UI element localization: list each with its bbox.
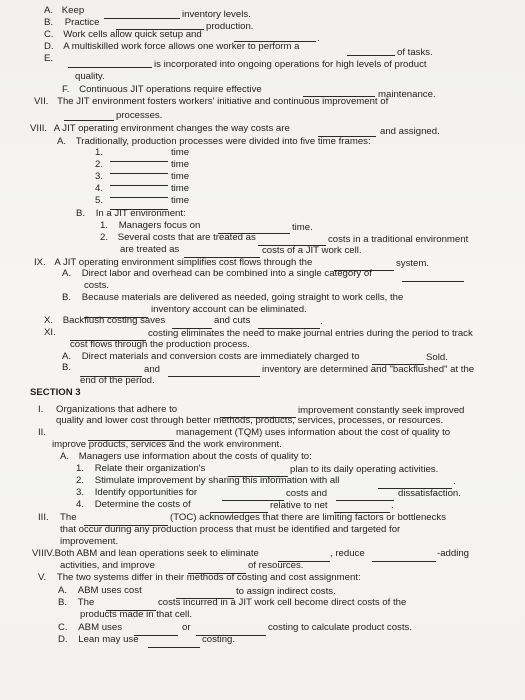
text: improvement. [60,536,119,547]
text: The [60,512,77,523]
text: costs of a JIT work cell. [262,245,362,256]
item-viii [30,123,290,134]
marker: B. [76,208,86,219]
item-viii-b2 [100,232,256,243]
text: . [320,316,323,327]
marker: B. [62,292,72,303]
text: Several costs that are treated as [117,232,256,243]
marker: 2. [76,475,85,486]
text: Both ABM and lean operations seek to eliminate [54,548,259,559]
text: improve products, services and the work environment. [52,439,282,450]
text: of tasks. [397,47,433,58]
text: Backflush costing saves [62,315,166,326]
item-a-keep [44,5,84,16]
marker: XI. [44,327,56,338]
text: . [391,500,394,511]
answer-blank[interactable] [372,553,436,565]
marker: A. [57,136,67,147]
text: The JIT environment fosters workers' initiative and continuous improvement of [57,96,389,107]
text: Direct labor and overhead can be combined into a single category of [81,268,372,279]
marker: B. [44,17,54,28]
text: costs and [286,488,328,499]
answer-blank[interactable] [110,189,168,201]
text: Traditionally, production processes were divided into five time frames: [75,136,371,147]
text: or [182,622,191,633]
text: cost flows through the production process. [70,339,250,350]
text: maintenance. [378,89,436,100]
item-ii-a2 [76,475,339,486]
marker: VIII. [30,123,48,134]
text: costing. [202,634,236,645]
text: Managers use information about the costs of quality to: [78,451,312,462]
answer-blank[interactable] [110,177,168,189]
marker: 2. [100,232,109,243]
text: inventory levels. [182,9,251,20]
text: production. [206,21,254,32]
text: Relate their organization's [94,463,206,474]
text: In a JIT environment: [95,208,186,219]
item-f-continuous [62,84,262,95]
text: time [171,147,190,158]
text: time [171,183,190,194]
text: time [171,171,190,182]
marker: A. [44,5,54,16]
marker: 3. [95,171,104,182]
text: . [453,476,456,487]
text: costing eliminates the need to make journal entries during the period to track [148,328,473,339]
marker: 5. [95,195,104,206]
text: end of the period. [80,375,155,386]
answer-blank[interactable] [336,492,394,504]
text: The [77,597,95,608]
marker: 1. [95,147,104,158]
marker: 1. [76,463,85,474]
item-x [44,315,165,326]
text: processes. [116,110,163,121]
text: Continuous JIT operations require effective [79,84,262,95]
text: are treated as [120,244,180,255]
item-b-practice [44,17,99,28]
item-ix-b [62,292,403,303]
text: Identify opportunities for [94,487,198,498]
text: and cuts [214,315,251,326]
item-ii-a4 [76,499,191,510]
text: that occur during any production process that must be identified and targeted for [60,524,401,535]
answer-blank[interactable] [148,639,200,651]
marker: X. [44,315,54,326]
text: Keep [61,5,85,16]
item-ix [34,257,312,268]
marker: E. [44,53,54,64]
answer-blank[interactable] [110,153,168,165]
marker: I. [38,404,44,415]
section-3-heading: SECTION 3 [30,387,81,398]
item-c-work-cells [44,29,202,40]
item-ii-a [60,451,312,462]
text: and assigned. [380,126,440,137]
marker: A. [58,585,68,596]
text: The two systems differ in their methods of costing and cost assignment: [56,572,361,583]
marker: F. [62,84,70,95]
text: time [171,159,190,170]
text: time [171,195,190,206]
item-v-c [58,622,122,633]
text: -adding [437,548,470,559]
marker: A. [62,351,72,362]
text: plan to its daily operating activities. [290,464,439,475]
text: A JIT operating environment changes the way costs are [53,123,290,134]
text: improvement constantly seek improved [298,405,465,416]
text: Managers focus on [118,220,201,231]
item-v-b [58,597,94,608]
text: Lean may use [78,634,139,645]
text: activities, and improve [60,560,155,571]
text: inventory account can be eliminated. [151,304,307,315]
marker: C. [58,622,68,633]
text: . [317,33,320,44]
text: Work cells allow quick setup and [63,29,202,40]
answer-blank[interactable] [347,47,395,59]
text: costs in a traditional environment [328,234,469,245]
marker: A. [62,268,72,279]
text: dissatisfaction. [398,488,461,499]
text: Determine the costs of [94,499,191,510]
marker: V. [38,572,47,583]
item-d-multiskilled [44,41,299,52]
text: Stimulate improvement by sharing this information with all [94,475,340,486]
item-viii-a [57,136,371,147]
text: Practice [64,17,100,28]
answer-blank[interactable] [110,165,168,177]
marker: VIIIV. [32,548,55,559]
marker: 1. [100,220,109,231]
text: products made in that cell. [80,609,192,620]
marker: IX. [34,257,46,268]
answer-blank[interactable] [168,368,260,380]
text: A multiskilled work force allows one worker to perform a [63,41,300,52]
item-ii-a3 [76,487,197,498]
text: ABM uses [78,622,122,633]
text: management (TQM) uses information about the cost of quality to [176,427,451,438]
item-v [38,572,361,583]
item-ii-a1 [76,463,205,474]
marker: A. [60,451,70,462]
text: costs incurred in a JIT work cell become direct costs of the [158,597,407,608]
text: of resources. [248,560,304,571]
text: to assign indirect costs. [236,586,336,597]
text: A JIT operating environment simplifies cost flows through the [54,257,313,268]
text: is incorporated into ongoing operations for high levels of product [154,59,427,70]
marker: VII. [34,96,49,107]
text: relative to net [270,500,328,511]
answer-blank[interactable] [402,273,464,285]
item-xi-a [62,351,360,362]
text: costs. [84,280,110,291]
text: Direct materials and conversion costs are immediately charged to [81,351,360,362]
marker: D. [58,634,68,645]
item-viiiv [32,548,259,559]
text: ABM uses cost [77,585,142,596]
marker: C. [44,29,54,40]
marker: D. [44,41,54,52]
text: inventory are determined and "backflushed" at the [262,364,475,375]
item-vii [34,96,388,107]
marker: III. [38,512,49,523]
text: , reduce [330,548,365,559]
answer-blank[interactable] [134,627,178,639]
text: quality. [75,71,105,82]
text: costing to calculate product costs. [268,622,412,633]
marker: B. [58,597,68,608]
item-ix-a [62,268,372,279]
text: Because materials are delivered as needed, going straight to work cells, the [81,292,404,303]
item-viii-b1 [100,220,200,231]
answer-blank[interactable] [68,59,152,71]
marker: B. [62,362,72,373]
marker: 3. [76,487,85,498]
marker: 4. [76,499,85,510]
text: Sold. [426,352,448,363]
item-viii-b [76,208,186,219]
marker: 4. [95,183,104,194]
text: time. [292,222,313,233]
text: (TOC) acknowledges that there are limiting factors or bottlenecks [170,512,447,523]
item-v-d [58,634,139,645]
marker: II. [38,427,46,438]
text: quality and lower cost through better methods, products, services, processes, or resources. [56,415,444,426]
text: and [144,364,161,375]
marker: 2. [95,159,104,170]
text: system. [396,258,430,269]
item-v-a [58,585,142,596]
text: Organizations that adhere to [56,404,178,415]
